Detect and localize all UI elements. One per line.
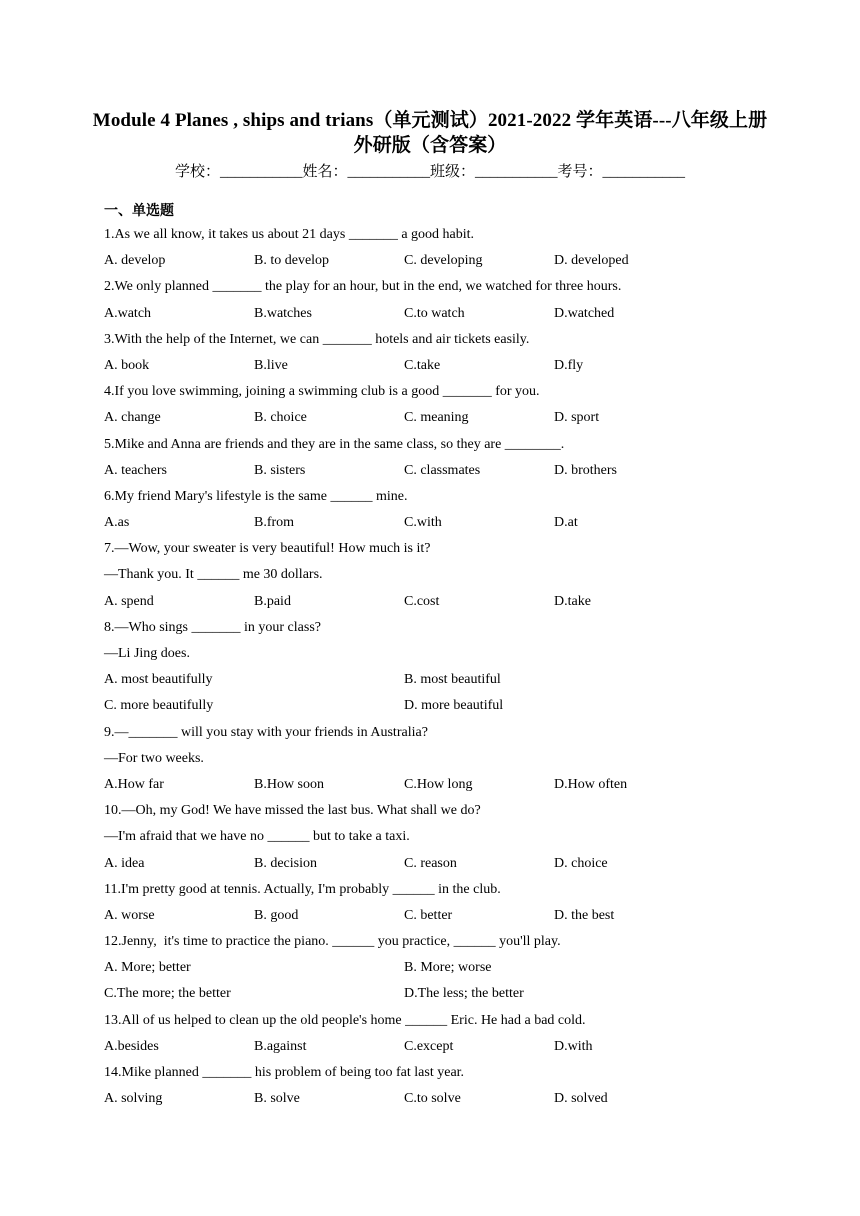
option-d: D.The less; the better xyxy=(404,986,524,1002)
option-d: D.take xyxy=(554,593,591,609)
question-9 xyxy=(104,720,744,799)
option-a: A. teachers xyxy=(104,462,167,478)
option-a: A.besides xyxy=(104,1038,159,1054)
option-a: A. worse xyxy=(104,907,155,923)
option-d: D. solved xyxy=(554,1091,608,1107)
question-1 xyxy=(104,222,744,274)
option-b: B. most beautiful xyxy=(404,672,501,688)
option-d: D. the best xyxy=(554,907,615,923)
option-b: B. sisters xyxy=(254,462,306,478)
question-stem: 9.—_______ will you stay with your friends in Australia? xyxy=(104,724,428,740)
section-title: 一、单选题 xyxy=(104,204,174,219)
question-stem: 5.Mike and Anna are friends and they are in the same class, so they are ________. xyxy=(104,436,565,452)
question-dialogue-line: —Thank you. It ______ me 30 dollars. xyxy=(104,567,323,583)
option-c: C. more beautifully xyxy=(104,698,214,714)
option-d: D.with xyxy=(554,1038,593,1054)
option-c: C.to watch xyxy=(404,305,465,321)
option-d: D. sport xyxy=(554,410,600,426)
option-a: A. idea xyxy=(104,855,145,871)
question-list xyxy=(104,202,744,1112)
options-row xyxy=(104,353,744,379)
question-5 xyxy=(104,432,744,484)
option-a: A.as xyxy=(104,515,130,531)
option-c: C.The more; the better xyxy=(104,986,231,1002)
option-d: D.at xyxy=(554,515,578,531)
option-a: A. most beautifully xyxy=(104,672,213,688)
option-d: D. choice xyxy=(554,855,608,871)
option-d: D. developed xyxy=(554,253,629,269)
question-stem: 10.—Oh, my God! We have missed the last bus. What shall we do? xyxy=(104,803,481,819)
option-c: C. developing xyxy=(404,253,483,269)
option-b: B. good xyxy=(254,907,299,923)
options-row xyxy=(104,248,744,274)
question-stem: 3.With the help of the Internet, we can _______ hotels and air tickets easily. xyxy=(104,331,530,347)
option-b: B.paid xyxy=(254,593,291,609)
options-row xyxy=(104,693,744,719)
question-dialogue-line: —For two weeks. xyxy=(104,750,204,766)
options-row xyxy=(104,1034,744,1060)
question-stem: 12.Jenny, it's time to practice the piano. ______ you practice, ______ you'll play. xyxy=(104,934,561,950)
option-c: C.take xyxy=(404,357,441,373)
question-stem: 14.Mike planned _______ his problem of being too fat last year. xyxy=(104,1065,465,1080)
option-b: B.against xyxy=(254,1038,307,1054)
options-row xyxy=(104,955,744,981)
option-b: B.watches xyxy=(254,305,312,321)
option-b: B. choice xyxy=(254,410,307,426)
question-stem: 7.—Wow, your sweater is very beautiful! How much is it? xyxy=(104,541,431,557)
option-b: B. solve xyxy=(254,1091,300,1107)
option-b: B. decision xyxy=(254,855,317,871)
question-13 xyxy=(104,1008,744,1060)
options-row xyxy=(104,851,744,877)
question-stem: 1.As we all know, it takes us about 21 days _______ a good habit. xyxy=(104,227,475,242)
options-row xyxy=(104,405,744,431)
option-c: C. meaning xyxy=(404,410,469,426)
option-c: C. classmates xyxy=(404,462,481,478)
option-b: B.from xyxy=(254,515,295,531)
option-a: A. More; better xyxy=(104,960,191,976)
options-row xyxy=(104,458,744,484)
document-title: Module 4 Planes , ships and trians（单元测试）2021-2022 学年英语---八年级上册外研版（含答案） xyxy=(92,110,768,156)
question-10 xyxy=(104,798,744,877)
question-14 xyxy=(104,1060,744,1112)
question-7 xyxy=(104,536,744,615)
option-d: D. more beautiful xyxy=(404,698,504,714)
option-a: A. develop xyxy=(104,253,166,269)
question-6 xyxy=(104,484,744,536)
options-row xyxy=(104,667,744,693)
option-c: C.except xyxy=(404,1038,454,1054)
option-d: D.How often xyxy=(554,776,628,792)
option-b: B. More; worse xyxy=(404,960,492,976)
question-3 xyxy=(104,327,744,379)
options-row xyxy=(104,903,744,929)
question-11 xyxy=(104,877,744,929)
option-c: C.cost xyxy=(404,593,440,609)
question-stem: 8.—Who sings _______ in your class? xyxy=(104,619,321,635)
option-a: A.How far xyxy=(104,776,164,792)
options-row xyxy=(104,1086,744,1112)
option-d: D.watched xyxy=(554,305,615,321)
option-a: A.watch xyxy=(104,305,152,321)
option-a: A. solving xyxy=(104,1091,163,1107)
option-c: C.with xyxy=(404,515,442,531)
option-d: D.fly xyxy=(554,357,584,373)
options-row xyxy=(104,981,744,1007)
question-dialogue-line: —I'm afraid that we have no ______ but to take a taxi. xyxy=(104,829,410,845)
question-8 xyxy=(104,615,744,720)
question-12 xyxy=(104,929,744,1008)
question-stem: 2.We only planned _______ the play for an hour, but in the end, we watched for three hours. xyxy=(104,279,622,295)
option-a: A. change xyxy=(104,410,161,426)
options-row xyxy=(104,510,744,536)
option-a: A. spend xyxy=(104,593,154,609)
question-stem: 6.My friend Mary's lifestyle is the same ______ mine. xyxy=(104,488,408,504)
option-c: C.to solve xyxy=(404,1091,461,1107)
option-b: B.live xyxy=(254,357,288,373)
question-2 xyxy=(104,274,744,326)
options-row xyxy=(104,772,744,798)
option-d: D. brothers xyxy=(554,462,617,478)
option-a: A. book xyxy=(104,357,150,373)
option-c: C. better xyxy=(404,907,453,923)
question-stem: 4.If you love swimming, joining a swimming club is a good _______ for you. xyxy=(104,384,540,400)
option-c: C. reason xyxy=(404,855,457,871)
questions-container xyxy=(104,222,744,1112)
student-info-line: 学校：___________姓名：___________班级：___________考号：___________ xyxy=(174,164,685,180)
option-c: C.How long xyxy=(404,776,473,792)
options-row xyxy=(104,589,744,615)
question-stem: 11.I'm pretty good at tennis. Actually, I'm probably ______ in the club. xyxy=(104,881,501,897)
question-4 xyxy=(104,379,744,431)
options-row xyxy=(104,301,744,327)
option-b: B.How soon xyxy=(254,776,325,792)
question-dialogue-line: —Li Jing does. xyxy=(104,646,190,661)
option-b: B. to develop xyxy=(254,253,330,269)
question-stem: 13.All of us helped to clean up the old people's home ______ Eric. He had a bad cold. xyxy=(104,1012,586,1028)
